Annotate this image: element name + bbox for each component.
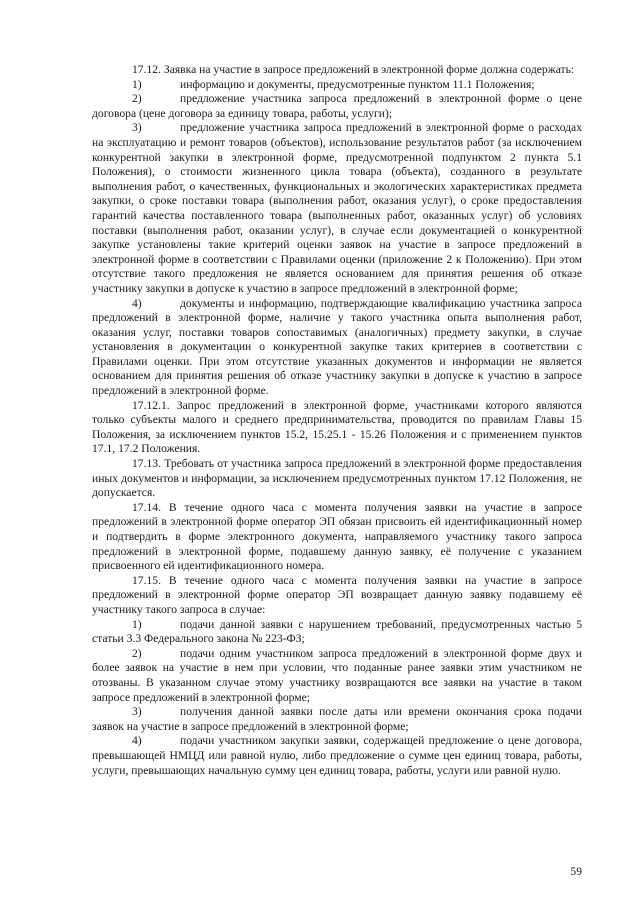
- paragraph-17-12: 17.12. Заявка на участие в запросе предложений в электронной форме должна содержать:: [132, 63, 575, 76]
- list-item-4: 4) документы и информацию, подтверждающие квалификацию участника запроса предложений в электронной форме, наличие у такого участника опыта выполнения работ, оказания услуг, поставки товаров сопоставимых (аналогичных) предмету закупки, в случае установления в документации о конкурентной закупке таких критериев в соответствии с Правилами оценки. При этом отсутствие указанных документов и информации не является основанием для принятия решения об отказе участнику закупки в допуске к участию в запросе предложений в электронной форме.: [92, 296, 582, 398]
- paragraph-17-14: 17.14. В течение одного часа с момента получения заявки на участие в запросе предложений в электронной форме оператор ЭП обязан присвоить ей идентификационный номер и подтвердить в форме электронного документа, направляемого участнику такого запроса предложений в электронной форме, подавшему данную заявку, её получение с указанием присвоенного ей идентификационного номера.: [92, 500, 582, 573]
- paragraph-17-15: 17.15. В течение одного часа с момента получения заявки на участие в запросе предложений в электронной форме оператор ЭП возвращает данную заявку подавшему её участнику такого запроса в случае:: [92, 573, 582, 616]
- list-item-4: 4) подачи участником закупки заявки, содержащей предложение о цене договора, превышающей НМЦД или равной нулю, либо предложение о сумме цен единиц товара, работы, услуги, превышающих начальную сумму цен единиц товара, работы, услуги или равной нулю.: [92, 734, 582, 777]
- list-item-2: 2) предложение участника запроса предложений в электронной форме о цене договора (цене договора за единицу товара, работы, услуги);: [92, 92, 582, 120]
- paragraph-17-12-1: 17.12.1. Запрос предложений в электронной форме, участниками которого являются только субъекты малого и среднего предпринимательства, проводится по правилам Главы 15 Положения, за исключением пунктов 15.2, 15.25.1 - 15.26 Положения и с применением пунктов 17.1, 17.2 Положения.: [92, 398, 582, 456]
- list-item-3: 3) предложение участника запроса предложений в электронной форме о расходах на эксплуатацию и ремонт товаров (объектов), использование результатов работ (за исключением конкурентной закупки в электронной форме, предусмотренной подпунктом 2 пункта 5.1 Положения), о стоимости жизненного цикла товара (объекта), созданного в результате выполнения работ, о качественных, функциональных и экологических характеристиках предмета закупки, о сроке поставки товара (выполнения работ, оказания услуг), о сроке предоставления гарантий качества поставленного товара (выполненных работ, оказанных услуг) об условиях поставки (выполнения работ, оказании услуг), в случае если документацией о конкурентной закупке установлены такие критерий оценки заявок на участие в запросе предложений в электронной форме в соответствии с Правилами оценки (приложение 2 к Положению). При этом отсутствие такого предложения не является основанием для принятия решения об отказе участнику закупки в допуске к участию в запросе предложений в электронной форме;: [92, 121, 582, 295]
- paragraph-17-13: 17.13. Требовать от участника запроса предложений в электронной форме предоставления иных документов и информации, за исключением предусмотренных пунктом 17.12 Положения, не допускается.: [92, 457, 582, 500]
- list-item-1: 1) информацию и документы, предусмотренные пунктом 11.1 Положения;: [132, 77, 535, 91]
- list-item-1: 1) подачи данной заявки с нарушением требований, предусмотренных частью 5 статьи 3.3 Федерального закона № 223-ФЗ;: [92, 617, 582, 646]
- page-number: 59: [570, 865, 582, 878]
- list-item-2: 2) подачи одним участником запроса предложений в электронной форме двух и более заявок на участие в нем при условии, что поданные ранее заявки этим участником не отозваны. В указанном случае этому участнику возвращаются все заявки на участие в таком запросе предложений в электронной форме;: [92, 646, 582, 704]
- list-item-3: 3) получения данной заявки после даты или времени окончания срока подачи заявок на участие в запросе предложений в электронной форме;: [92, 705, 582, 733]
- document-body: [92, 63, 582, 778]
